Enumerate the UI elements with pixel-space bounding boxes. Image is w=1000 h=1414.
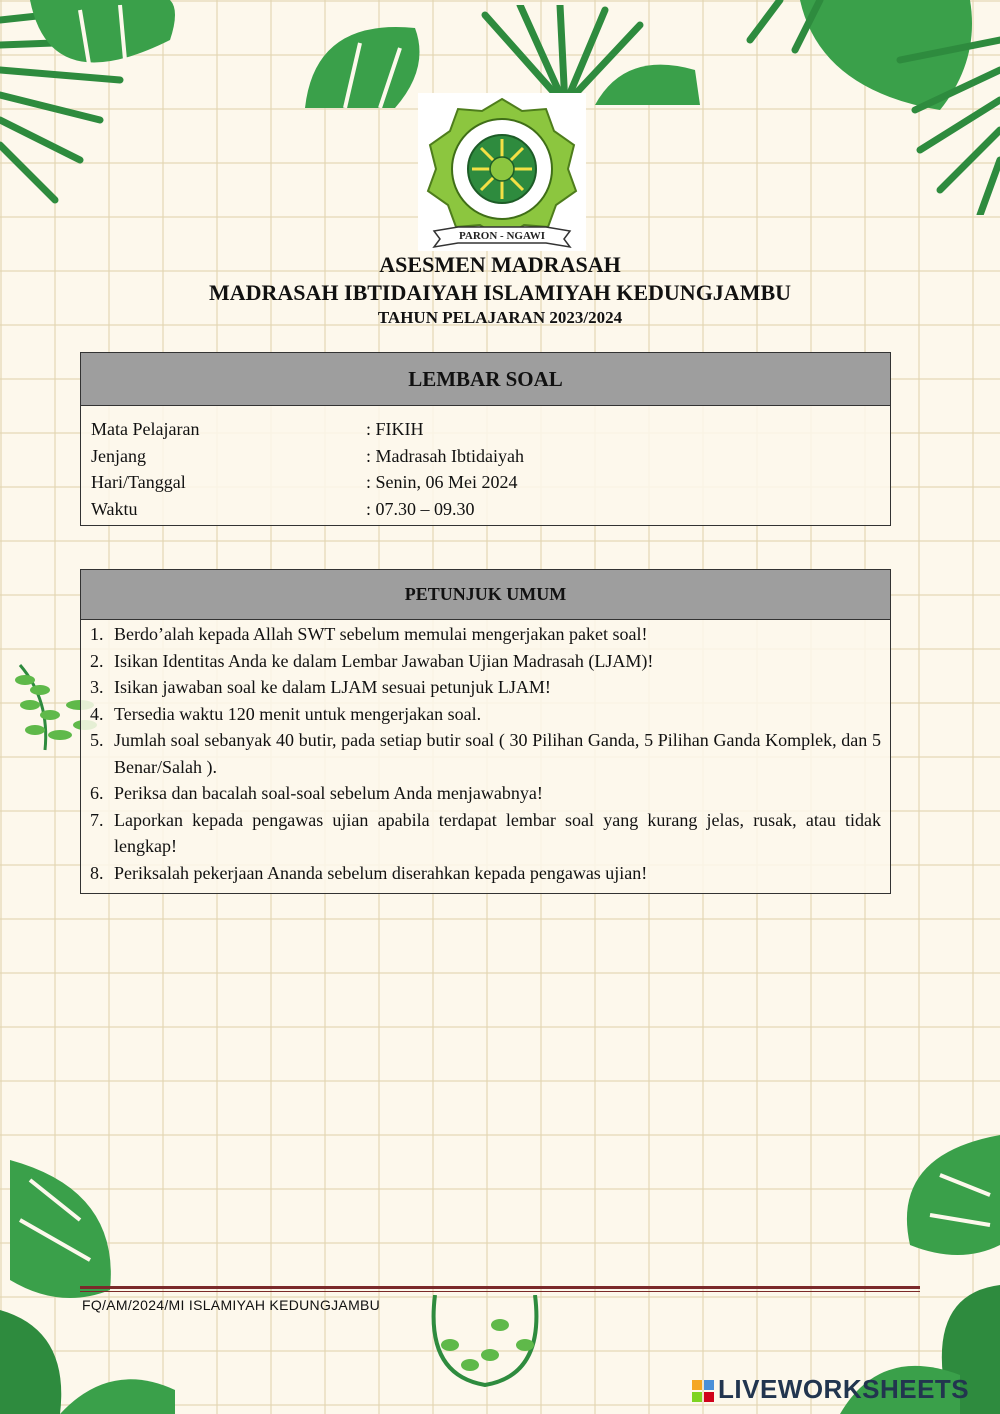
title-school-name: MADRASAH IBTIDAIYAH ISLAMIYAH KEDUNGJAMBU: [208, 280, 792, 305]
info-row-subject: [91, 416, 881, 442]
info-label: Waktu: [91, 499, 138, 519]
info-table: [80, 352, 891, 526]
instruction-number: 3.: [90, 677, 104, 697]
title-asesmen: ASESMEN MADRASAH: [379, 252, 621, 277]
instruction-number: 7.: [90, 809, 104, 830]
instruction-number: 6.: [90, 783, 104, 803]
instruction-item: [90, 727, 881, 780]
instruction-text: Periksa dan bacalah soal-soal sebelum Anda menjawabnya!: [114, 783, 543, 803]
instruction-text: Tersedia waktu 120 menit untuk mengerjakan soal.: [114, 703, 482, 724]
instruction-number: 8.: [90, 862, 104, 883]
instruction-number: 1.: [90, 624, 104, 644]
vine-bottom-center-icon: [415, 1295, 570, 1405]
instruction-number: 2.: [90, 650, 104, 671]
instruction-item: [90, 621, 881, 648]
footer-rule-thin: [80, 1291, 920, 1292]
palm-leaf-top-right-icon: [740, 0, 1000, 215]
info-value: : 07.30 – 09.30: [366, 499, 475, 519]
liveworksheets-text: LIVEWORKSHEETS: [718, 1374, 970, 1404]
instruction-text: Berdo’alah kepada Allah SWT sebelum memulai mengerjakan paket soal!: [114, 624, 648, 644]
instruction-item: [90, 701, 881, 728]
footer-document-code: FQ/AM/2024/MI ISLAMIYAH KEDUNGJAMBU: [82, 1297, 381, 1313]
logo-ribbon-text: PARON - NGAWI: [459, 230, 545, 242]
info-label: Mata Pelajaran: [91, 419, 200, 439]
instructions-title: PETUNJUK UMUM: [81, 570, 890, 620]
instruction-item: [90, 807, 881, 860]
instruction-text: Isikan Identitas Anda ke dalam Lembar Jawaban Ujian Madrasah (LJAM)!: [114, 650, 654, 671]
info-label: Jenjang: [91, 446, 146, 466]
info-row-level: [91, 443, 881, 469]
school-logo: [418, 93, 586, 251]
instruction-text: Periksalah pekerjaan Ananda sebelum diserahkan kepada pengawas ujian!: [114, 862, 648, 883]
title-academic-year: TAHUN PELAJARAN 2023/2024: [377, 308, 623, 327]
info-value: : Madrasah Ibtidaiyah: [366, 446, 524, 466]
monstera-leaf-top-left-icon: [20, 0, 180, 110]
instruction-text: Jumlah soal sebanyak 40 butir, pada setiap butir soal ( 30 Pilihan Ganda, 5 Pilihan Ganda Komplek, dan 5 Benar/Salah ).: [114, 730, 881, 777]
liveworksheets-watermark: [692, 1374, 969, 1406]
info-table-title: LEMBAR SOAL: [81, 353, 890, 406]
instruction-item: [90, 780, 881, 807]
instructions-table: [80, 569, 891, 894]
instruction-item: [90, 648, 881, 675]
info-value: : FIKIH: [366, 419, 424, 439]
instruction-text: Laporkan kepada pengawas ujian apabila terdapat lembar soal yang kurang jelas, rusak, atau tidak lengkap!: [114, 809, 881, 856]
instruction-item: [90, 860, 881, 887]
instruction-text: Isikan jawaban soal ke dalam LJAM sesuai petunjuk LJAM!: [114, 677, 551, 697]
instruction-item: [90, 674, 881, 701]
footer-rule: [80, 1286, 920, 1289]
monstera-leaf-top-center-icon: [305, 18, 430, 108]
liveworksheets-logo-icon: [692, 1380, 714, 1402]
instructions-list: [90, 621, 881, 886]
monstera-leaf-bottom-right-icon: [840, 1135, 1000, 1414]
instruction-number: 5.: [90, 730, 104, 750]
info-value: : Senin, 06 Mei 2024: [366, 472, 518, 492]
info-label: Hari/Tanggal: [91, 472, 186, 492]
info-row-time: [91, 496, 881, 522]
instruction-number: 4.: [90, 703, 104, 724]
info-row-date: [91, 469, 881, 495]
